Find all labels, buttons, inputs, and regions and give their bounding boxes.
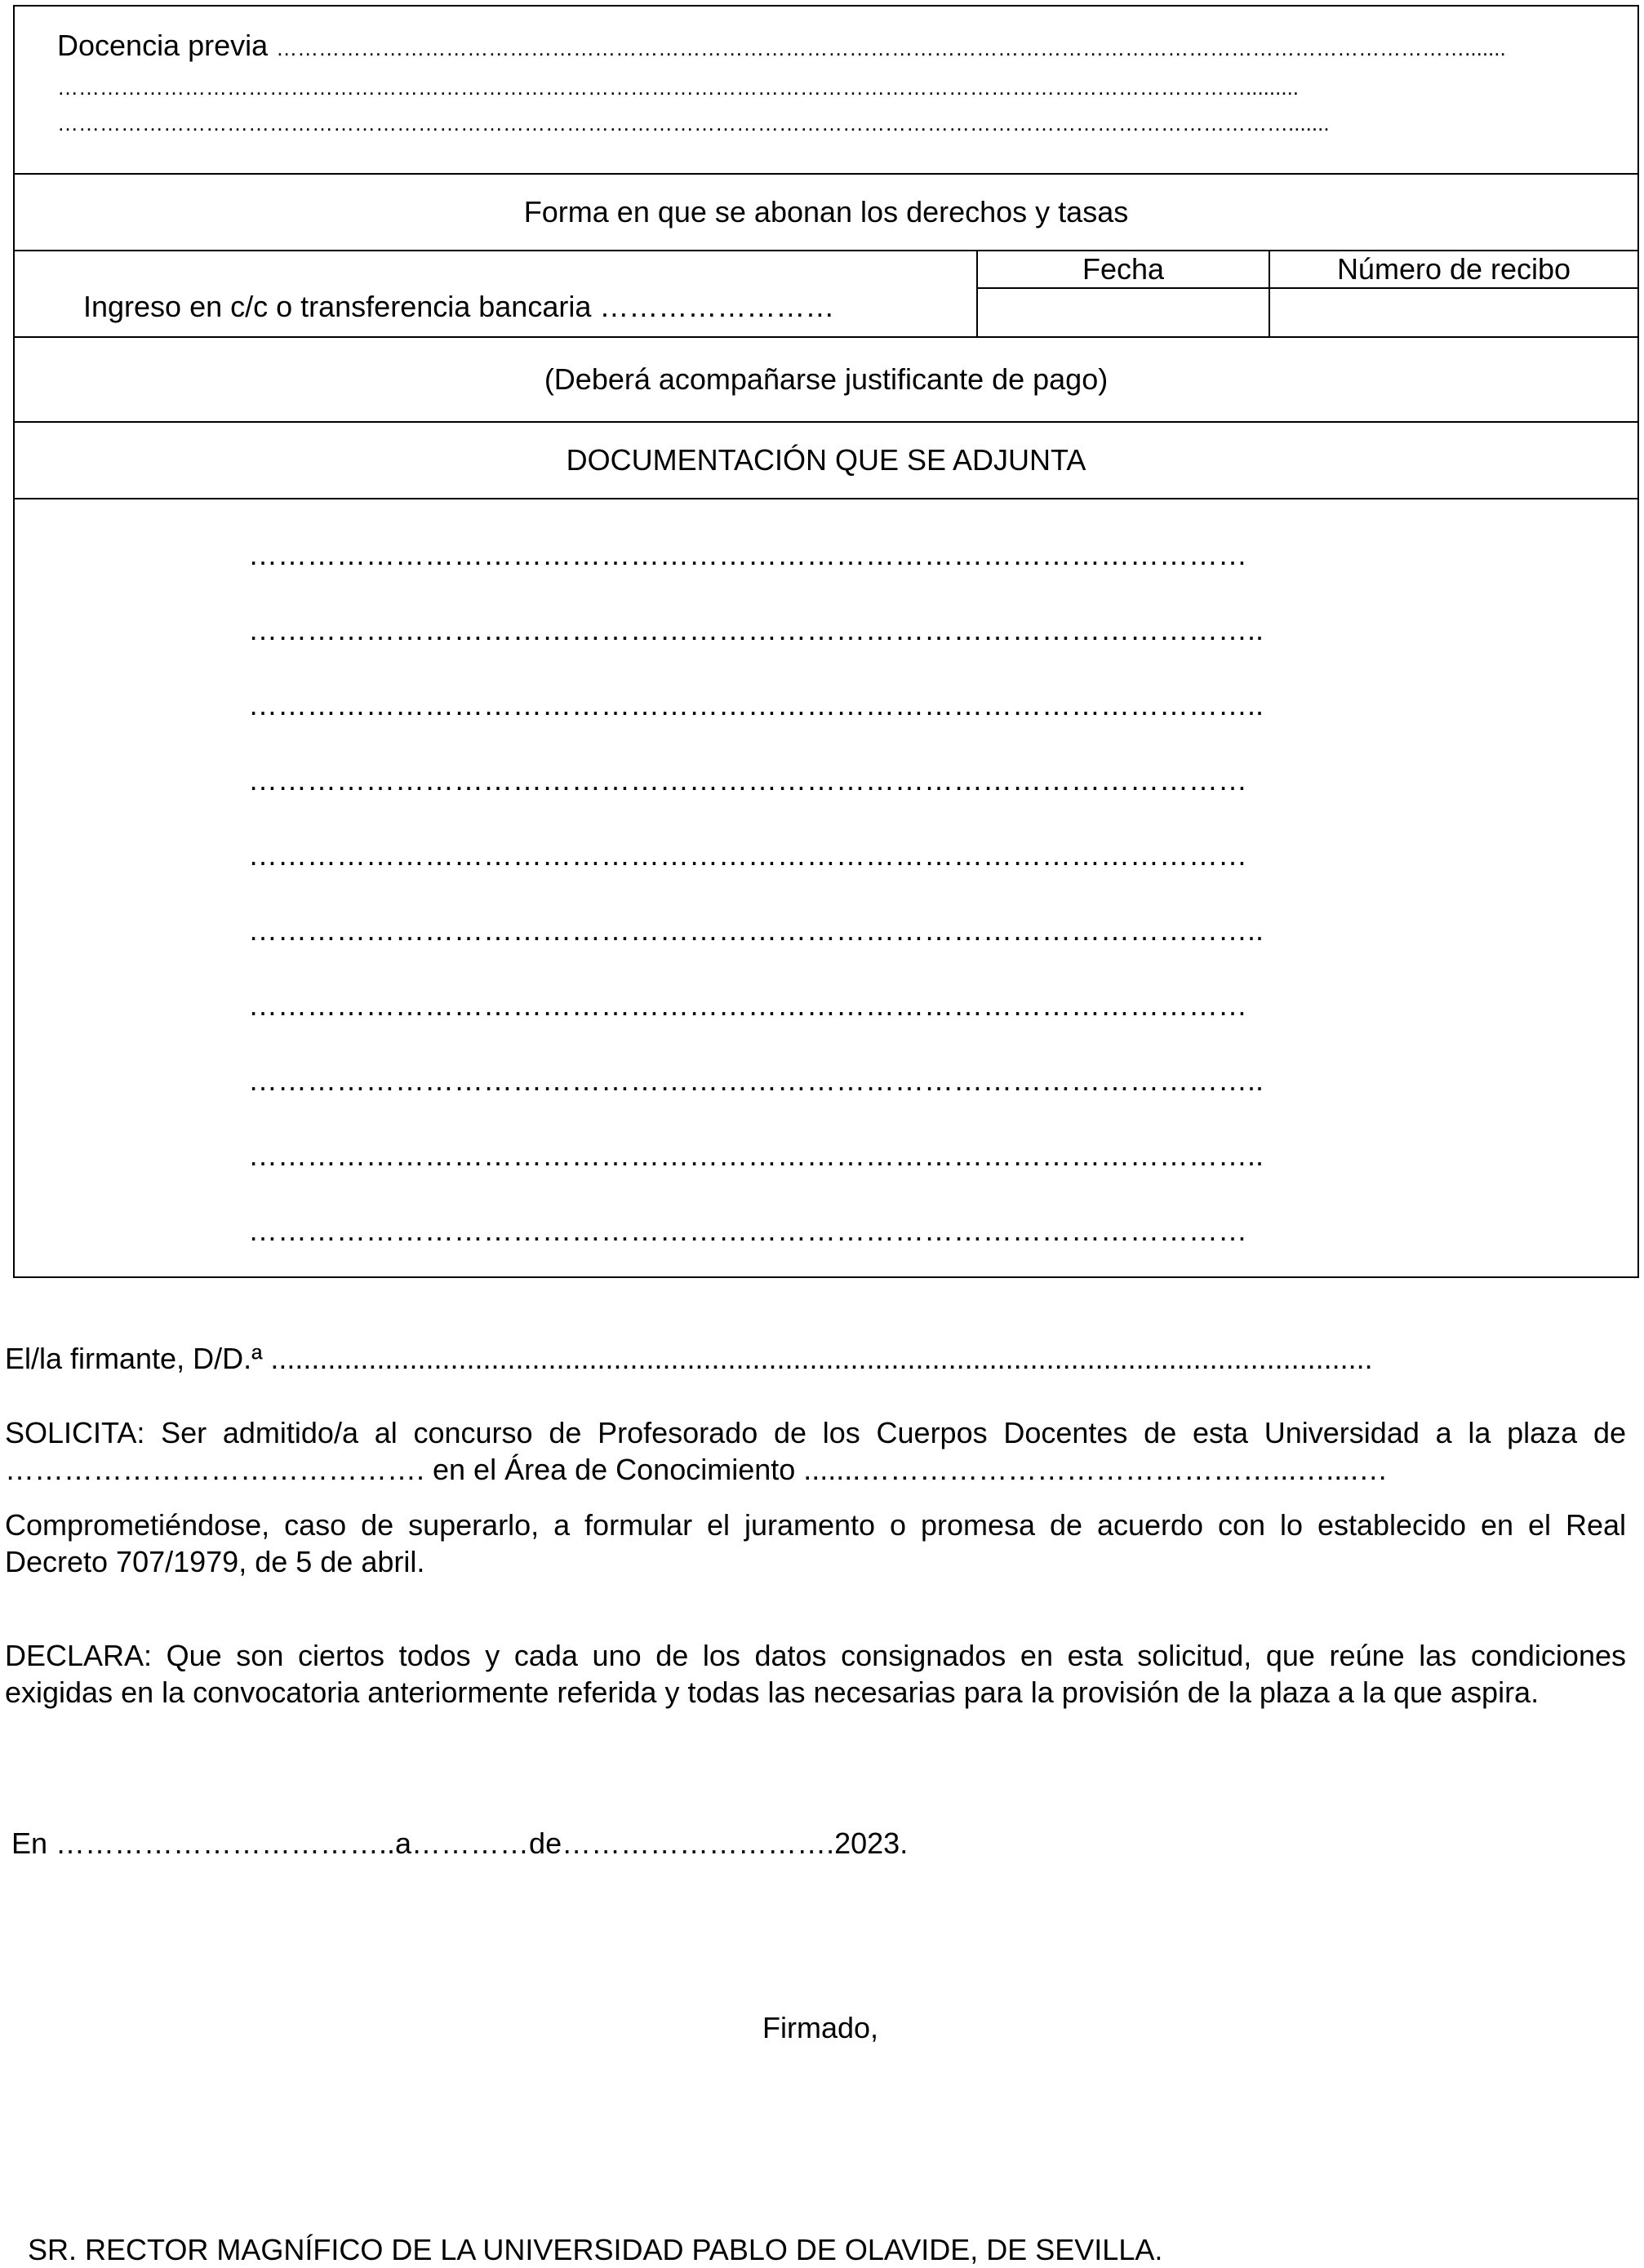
declara-paragraph: DECLARA: Que son ciertos todos y cada uno de los datos consignados en esta solicitud, que reúne las condiciones exigidas en la convocatoria anteriormente referida y todas las necesarias para la provisión de la plaza a la que aspira. xyxy=(5,1639,1626,1709)
documentacion-line[interactable]: ………………………………………………………………………………………….. xyxy=(248,1063,1264,1097)
documentacion-line[interactable]: ………………………………………………………………………………………….. xyxy=(248,913,1264,947)
documentacion-line[interactable]: ………………………………………………………………………………………….. xyxy=(248,1138,1264,1172)
comprometiendose-paragraph: Comprometiéndose, caso de superarlo, a formular el juramento o promesa de acuerdo con lo establecido en el Real Decreto 707/1979, de 5 de abril. xyxy=(5,1508,1626,1578)
recibo-value[interactable] xyxy=(1270,289,1637,335)
docencia-previa-dots-2[interactable]: ……………………………………………………………………………………………………………………………………………………......... xyxy=(57,75,1300,100)
docencia-previa-line-3 xyxy=(57,104,1330,140)
fecha-cell xyxy=(977,251,1269,337)
documentacion-list xyxy=(14,499,1638,1277)
docencia-previa-label: Docencia previa xyxy=(57,29,269,62)
documentacion-line[interactable]: ………………………………………………………………………………………….. xyxy=(248,688,1264,721)
recibo-label: Número de recibo xyxy=(1270,251,1637,289)
ingreso-cell xyxy=(14,251,977,337)
documentacion-header: DOCUMENTACIÓN QUE SE ADJUNTA xyxy=(14,422,1638,499)
documentacion-line[interactable]: ………………………………………………………………………………………… xyxy=(248,538,1247,571)
documentacion-line[interactable]: ………………………………………………………………………………………… xyxy=(248,838,1247,872)
firmado-label: Firmado, xyxy=(762,2011,879,2044)
solicita-paragraph: SOLICITA: Ser admitido/a al concurso de Profesorado de los Cuerpos Docentes de esta Universidad a la plaza de ……………………………………. en el Área de Conocimiento .......……………………………………...…....… xyxy=(5,1416,1626,1486)
docencia-previa-section xyxy=(14,6,1638,174)
justificante-note: (Deberá acompañarse justificante de pago) xyxy=(14,337,1638,422)
docencia-previa-line-2 xyxy=(57,69,1299,104)
lugar-fecha-line[interactable]: En ……………………………..a…………de……………………….2023. xyxy=(11,1826,909,1860)
application-form-table xyxy=(13,5,1639,1278)
forma-pago-header: Forma en que se abonan los derechos y tasas xyxy=(14,174,1638,251)
documentacion-line[interactable]: ………………………………………………………………………………………….. xyxy=(248,613,1264,646)
documentacion-line[interactable]: ………………………………………………………………………………………… xyxy=(248,1214,1247,1247)
ingreso-label[interactable]: Ingreso en c/c o transferencia bancaria …………………… xyxy=(83,290,835,323)
docencia-previa-line-1 xyxy=(57,29,1506,64)
documentacion-line[interactable]: ………………………………………………………………………………………… xyxy=(248,988,1247,1022)
documentacion-line[interactable]: ………………………………………………………………………………………… xyxy=(248,763,1247,797)
docencia-previa-dots-1[interactable]: ……………………………………………………………………………………………………………………………………………………....... xyxy=(276,36,1506,60)
destinatario-line: SR. RECTOR MAGNÍFICO DE LA UNIVERSIDAD PABLO DE OLAVIDE, DE SEVILLA. xyxy=(28,2233,1163,2266)
recibo-cell xyxy=(1269,251,1638,337)
firmante-line[interactable]: El/la firmante, D/D.ª ....................................................................................................................................... xyxy=(5,1342,1373,1375)
fecha-label: Fecha xyxy=(978,251,1269,289)
docencia-previa-dots-3[interactable]: …………………………………………………………………………………………………………………………………………………………....... xyxy=(57,111,1330,135)
fecha-value[interactable] xyxy=(978,289,1269,335)
